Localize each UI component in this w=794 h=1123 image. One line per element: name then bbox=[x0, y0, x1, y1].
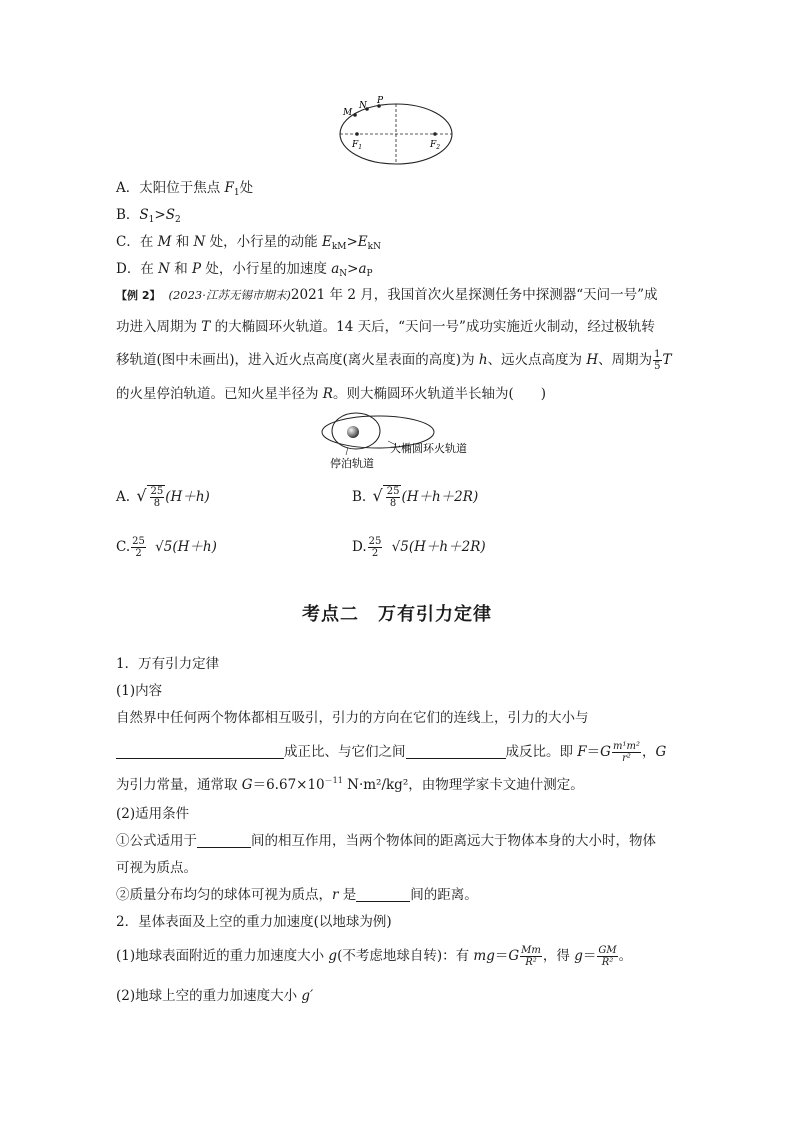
point-M bbox=[353, 113, 357, 117]
example2-line1: 【例 2】 (2023·江苏无锡市期末)2021 年 2 月，我国首次火星探测任务中探测器“天问一号”成 bbox=[116, 287, 658, 303]
label-F1: $F_1$ bbox=[352, 140, 363, 151]
label-F2: $F_2$ bbox=[430, 140, 441, 151]
heading-1: 1．万有引力定律 bbox=[116, 656, 220, 672]
blank-2[interactable] bbox=[406, 744, 506, 759]
condition-2: ②质量分布均匀的球体可视为质点，r 是 间的距离。 bbox=[116, 887, 478, 903]
period-fraction: $\frac{1}{5}$ bbox=[654, 349, 661, 372]
condition-1-line2: 可视为质点。 bbox=[116, 860, 197, 876]
gravity-fraction: $\frac{\text{m¹m²}}{\text{r²}}$ bbox=[612, 741, 640, 764]
blank-3[interactable] bbox=[197, 833, 251, 848]
blank-1[interactable] bbox=[116, 744, 284, 759]
option-a: A．太阳位于焦点 $F_1$处 bbox=[116, 180, 254, 198]
label-P: P bbox=[377, 96, 384, 106]
paragraph-3: 为引力常量，通常取 $G=6.67\times 10^{-11}$ N·m²/kg²，由物理学家卡文迪什测定。 bbox=[116, 776, 584, 793]
heading-1-2: (2)适用条件 bbox=[116, 806, 190, 822]
gravity-accel-1: (1)地球表面附近的重力加速度大小 g(不考虑地球自转)：有 mg＝G $\frac{Mm}{\text{R²}}$ ，得 g＝ $\frac{GM}{\text{R²}}$ 。 bbox=[116, 945, 633, 968]
option-b: B．$S_1>S_2$ bbox=[116, 207, 181, 225]
blank-4[interactable] bbox=[356, 887, 410, 902]
condition-1-line1: ①公式适用于 间的相互作用，当两个物体间的距离远大于物体本身的大小时，物体 bbox=[116, 833, 656, 849]
g-result-fraction: $\frac{GM}{\text{R²}}$ bbox=[598, 945, 617, 968]
label-M: M bbox=[343, 108, 353, 118]
example2-line4: 的火星停泊轨道。已知火星半径为 R。则大椭圆环火轨道半长轴为( ) bbox=[116, 386, 547, 402]
mars-orbit-figure bbox=[318, 405, 488, 473]
gravity-accel-2: (2)地球上空的重力加速度大小 g′ bbox=[116, 988, 314, 1004]
option-d: D．在 N 和 P 处，小行星的加速度 $a_N>a_P$ bbox=[116, 261, 373, 279]
surface-gravity-fraction: $\frac{Mm}{\text{R²}}$ bbox=[521, 945, 541, 968]
example2-line3: 移轨道(图中未画出)，进入近火点高度(离火星表面的高度)为 h、远火点高度为 H、周期为 $\frac{1}{5}$ T bbox=[116, 349, 672, 372]
answer-a: A. √ $\frac{25}{8}$ (H＋h) bbox=[116, 486, 210, 509]
option-c: C．在 M 和 N 处，小行星的动能 $E_{kM}>E_{kN}$ bbox=[116, 234, 381, 252]
label-N: N bbox=[359, 101, 367, 111]
answer-b: B. √ $\frac{25}{8}$ (H＋h＋2R) bbox=[352, 486, 479, 509]
section-title: 考点二 万有引力定律 bbox=[302, 604, 492, 625]
heading-2: 2．星体表面及上空的重力加速度(以地球为例) bbox=[116, 914, 392, 930]
focus-F2 bbox=[433, 132, 437, 136]
paragraph-2: 成正比、与它们之间 成反比。即 F＝G $\frac{\text{m¹m²}}{\text{r²}}$ ，G bbox=[116, 740, 666, 764]
answer-d: D. $\frac{25}{2}$ √5(H＋h＋2R) bbox=[352, 536, 486, 559]
heading-1-1: (1)内容 bbox=[116, 683, 163, 699]
label-parking-orbit: 停泊轨道 bbox=[330, 457, 374, 470]
answer-c: C. $\frac{25}{2}$ √5(H＋h) bbox=[116, 536, 217, 559]
example2-line2: 功进入周期为 T 的大椭圆环火轨道。14 天后，“天问一号”成功实施近火制动，经过极轨转 bbox=[116, 319, 655, 335]
ellipse-orbit-figure bbox=[335, 95, 460, 170]
mars-planet bbox=[347, 426, 359, 438]
focus-F1 bbox=[355, 132, 359, 136]
paragraph-1: 自然界中任何两个物体都相互吸引，引力的方向在它们的连线上，引力的大小与 bbox=[116, 710, 589, 726]
label-big-orbit: 大椭圆环火轨道 bbox=[390, 442, 467, 455]
